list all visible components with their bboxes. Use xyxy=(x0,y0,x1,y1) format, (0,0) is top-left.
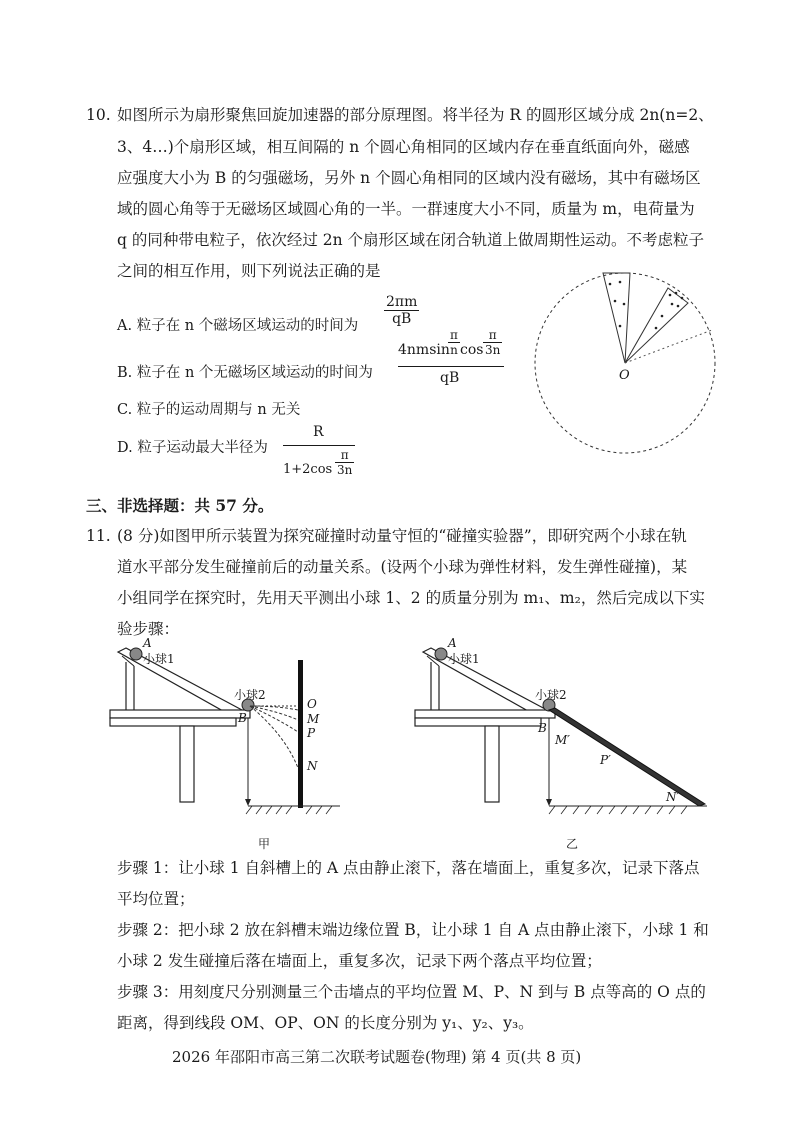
q10-option-b-pi-over-n xyxy=(448,328,460,357)
q10-option-a: A. 粒子在 n 个磁场区域运动的时间为 xyxy=(117,318,359,334)
q11-line-1: (8 分)如图甲所示装置为探究碰撞时动量守恒的“碰撞实验器”，即研究两个小球在轨 xyxy=(117,527,687,545)
q11-step-1: 步骤 1：让小球 1 自斜槽上的 A 点由静止滚下，落在墙面上，重复多次，记录下落点 xyxy=(117,859,700,877)
q10-option-d-numerator: R xyxy=(313,424,324,440)
question-10-number: 10. xyxy=(86,106,111,124)
q10-option-b-pi-over-3n xyxy=(483,328,502,357)
q10-option-d-pi: π xyxy=(340,448,349,462)
jia-label-m: M xyxy=(307,712,320,726)
q10-line-2: 3、4…)个扇形区域，相互间隔的 n 个圆心角相同的区域内存在垂直纸面向外，磁感 xyxy=(117,138,690,156)
q10-option-b-denominator: qB xyxy=(440,370,460,386)
question-11-number: 11. xyxy=(86,527,111,545)
yi-label-b: B xyxy=(538,721,547,735)
q10-option-a-denominator: qB xyxy=(392,311,412,327)
q10-option-b-n1: n xyxy=(450,343,458,357)
jia-caption: 甲 xyxy=(258,837,271,851)
q11-figure-jia xyxy=(100,640,430,820)
q10-option-d-pi-over-3n xyxy=(335,448,354,477)
q11-step-2: 步骤 2：把小球 2 放在斜槽末端边缘位置 B，让小球 1 自 A 点由静止滚下，小球 1 和 xyxy=(117,921,709,939)
q10-option-b-n2: 3n xyxy=(485,343,501,357)
q10-option-b-fraction xyxy=(398,324,504,394)
q10-option-d-fraction xyxy=(283,424,355,484)
q11-step-3: 步骤 3：用刻度尺分别测量三个击墙点的平均位置 M、P、N 到与 B 点等高的 O 点的 xyxy=(117,983,706,1001)
yi-label-p: P′ xyxy=(600,753,611,767)
q10-line-3: 应强度大小为 B 的匀强磁场，另外 n 个圆心角相同的区域内没有磁场，其中有磁场区 xyxy=(117,169,701,187)
yi-label-n: N′ xyxy=(666,790,680,804)
q10-option-b-num-pre: 4nmsin xyxy=(398,342,450,358)
q10-option-a-numerator: 2πm xyxy=(386,294,418,310)
q11-step-1-cont: 平均位置； xyxy=(117,890,195,908)
yi-label-ball1: 小球1 xyxy=(448,652,480,666)
jia-label-n: N xyxy=(307,759,318,773)
q10-line-4: 域的圆心角等于无磁场区域圆心角的一半。一群速度大小不同，质量为 m，电荷量为 xyxy=(117,200,695,218)
q10-option-d-den-pre: 1+2cos xyxy=(283,462,333,477)
q11-line-4: 验步骤： xyxy=(117,620,180,638)
section-3-title: 三、非选择题：共 57 分。 xyxy=(86,496,274,515)
q10-option-c: C. 粒子的运动周期与 n 无关 xyxy=(117,402,301,418)
q10-line-5: q 的同种带电粒子，依次经过 2n 个扇形区域在闭合轨道上做周期性运动。不考虑粒子 xyxy=(117,231,705,249)
jia-label-p: P xyxy=(307,726,316,740)
q10-option-a-fraction xyxy=(384,294,419,327)
q11-line-3: 小组同学在探究时，先用天平测出小球 1、2 的质量分别为 m₁、m₂，然后完成以下实 xyxy=(117,589,705,607)
q11-step-3-cont: 距离，得到线段 OM、OP、ON 的长度分别为 y₁、y₂、y₃。 xyxy=(117,1014,534,1032)
yi-label-a: A xyxy=(448,636,457,650)
yi-caption: 乙 xyxy=(566,837,579,851)
jia-label-b: B xyxy=(238,711,247,725)
q11-line-2: 道水平部分发生碰撞前后的动量关系。(设两个小球为弹性材料，发生弹性碰撞)，某 xyxy=(117,558,688,576)
jia-label-o: O xyxy=(307,697,317,711)
q10-line-1: 如图所示为扇形聚焦回旋加速器的部分原理图。将半径为 R 的圆形区域分成 2n(n=2、 xyxy=(117,106,714,124)
page-footer: 2026 年邵阳市高三第二次联考试题卷(物理) 第 4 页(共 8 页) xyxy=(172,1048,582,1066)
jia-label-ball1: 小球1 xyxy=(143,652,175,666)
q10-option-d-n: 3n xyxy=(337,463,353,477)
q10-option-d: D. 粒子运动最大半径为 xyxy=(117,440,268,456)
jia-label-ball2: 小球2 xyxy=(234,688,266,702)
q10-figure-center-label: O xyxy=(619,368,630,383)
q11-step-2-cont: 小球 2 发生碰撞后落在墙面上，重复多次，记录下两个落点平均位置； xyxy=(117,952,602,970)
q10-option-b: B. 粒子在 n 个无磁场区域运动的时间为 xyxy=(117,365,373,381)
yi-label-m: M′ xyxy=(555,733,571,747)
q10-option-b-cos: cos xyxy=(460,342,484,358)
q10-line-6: 之间的相互作用，则下列说法正确的是 xyxy=(117,262,381,280)
q10-option-b-pi2: π xyxy=(488,328,497,342)
yi-label-ball2: 小球2 xyxy=(535,688,567,702)
q10-option-b-pi1: π xyxy=(450,328,458,342)
jia-label-a: A xyxy=(143,636,152,650)
q10-figure-sectors xyxy=(530,268,720,458)
